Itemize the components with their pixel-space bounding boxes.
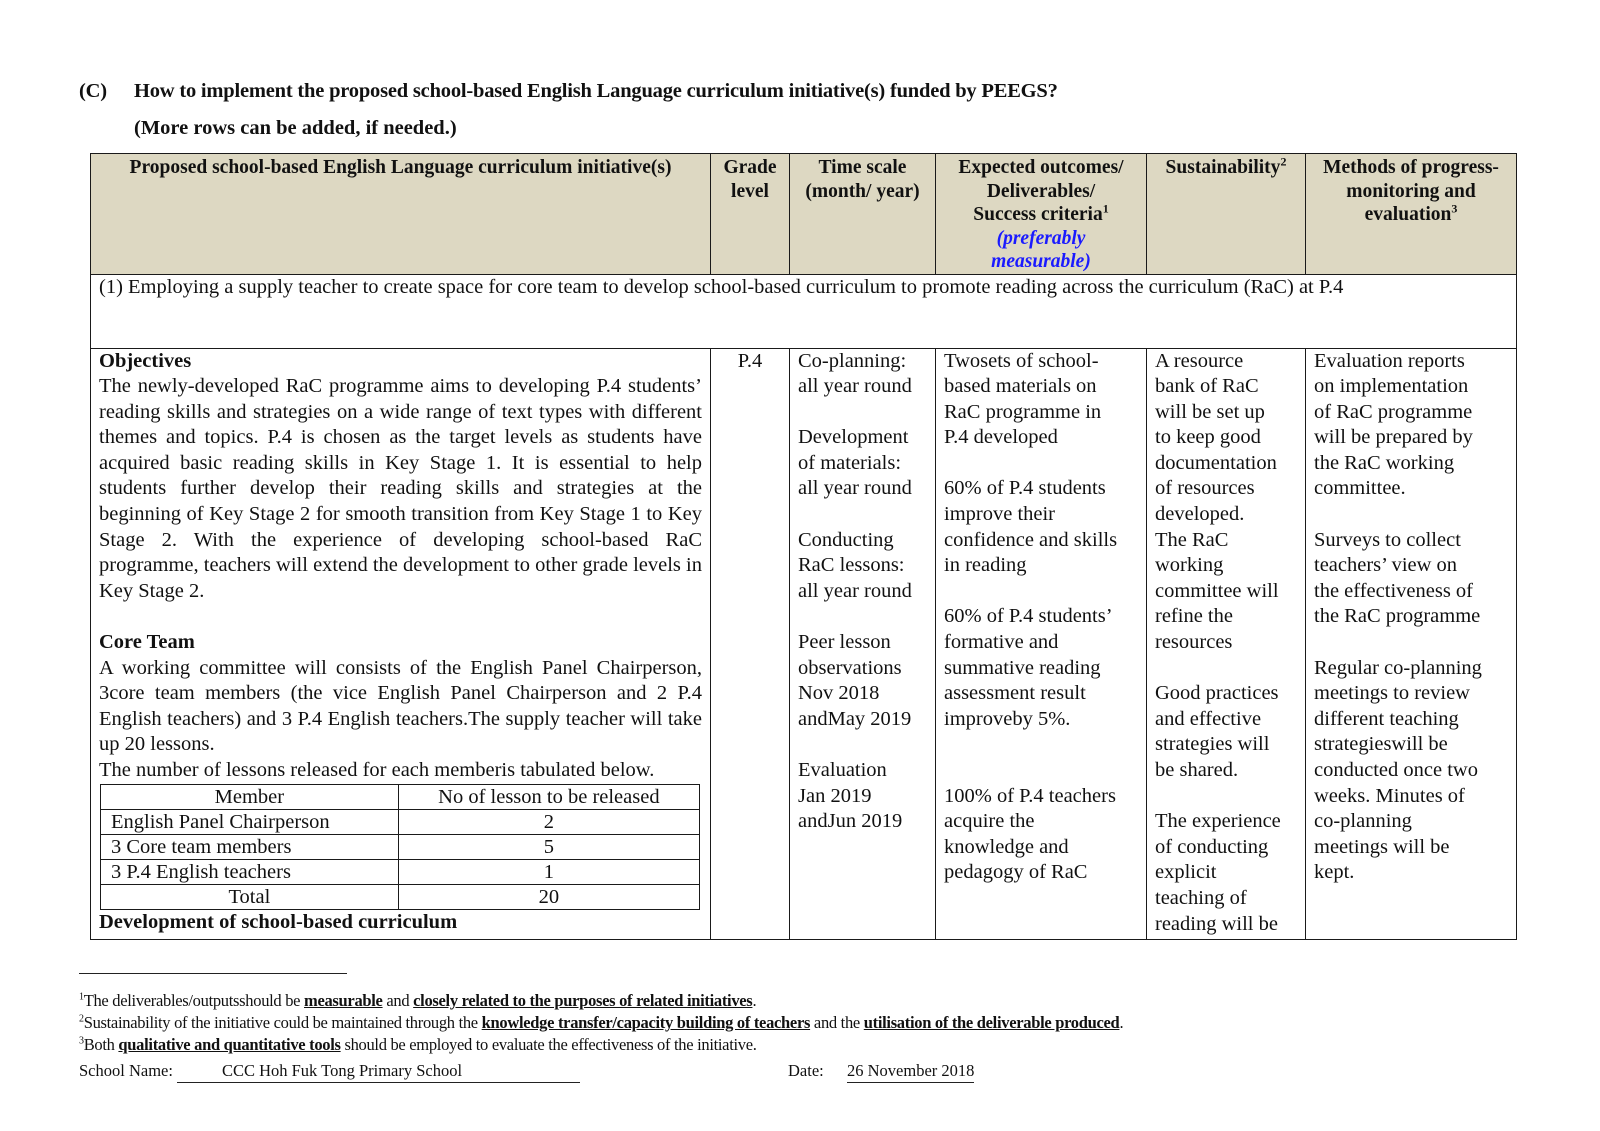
member-name: English Panel Chairperson <box>101 809 399 834</box>
time-scale-cell <box>790 348 936 939</box>
core-team-heading: Core Team <box>99 631 195 654</box>
objectives-heading: Objectives <box>99 349 192 372</box>
school-name-value: CCC Hoh Fuk Tong Primary School <box>177 1060 580 1083</box>
header-methods: Methods of progress- monitoring and evaluation$^3$ <box>1306 154 1517 275</box>
lessons-header-count: No of lesson to be released <box>398 784 699 809</box>
time-item-evaluation: Evaluation Jan 2019 andJun 2019 <box>798 759 903 833</box>
method-item: Regular co-planning meetings to review different teaching strategieswill be conducted once two weeks. Minutes of co-planning meetings will be kept. <box>1314 656 1482 884</box>
outcome-item: 100% of P.4 teachers acquire the knowledge and pedagogy of RaC <box>944 784 1116 884</box>
outcome-item: Twosets of school- based materials on RaC programme in P.4 developed <box>944 349 1102 449</box>
member-name: 3 Core team members <box>101 834 399 859</box>
footnote-ref-1: 1 <box>1102 201 1109 216</box>
lessons-table <box>100 784 700 910</box>
footnote-ref-3: 3 <box>1451 201 1458 216</box>
footnote-1: $^1$The deliverables/outputsshould be measurable and closely related to the purposes of related initiatives. <box>79 991 757 1010</box>
outcomes-cell <box>936 348 1147 939</box>
total-label: Total <box>101 884 399 909</box>
table-row <box>101 859 700 884</box>
lesson-count: 1 <box>398 859 699 884</box>
lessons-intro: The number of lessons released for each memberis tabulated below. <box>99 759 655 781</box>
time-item-lessons: Conducting RaC lessons: all year round <box>798 528 912 602</box>
implementation-table <box>90 153 1517 940</box>
time-item-development: Development of materials: all year round <box>798 426 912 500</box>
outcome-item: 60% of P.4 students improve their confidence and skills in reading <box>944 477 1118 577</box>
sustainability-cell <box>1147 348 1306 939</box>
footnote-2: $^2$Sustainability of the initiative could be maintained through the knowledge transfer/capacity building of teachers and the utilisation of the deliverable produced. <box>79 1013 1124 1032</box>
lesson-count: 5 <box>398 834 699 859</box>
header-sustainability: Sustainability$^2$ <box>1147 154 1306 275</box>
method-item: Surveys to collect teachers’ view on the effectiveness of the RaC programme <box>1314 528 1481 628</box>
objectives-text: The newly-developed RaC programme aims to developing P.4 students’ reading skills and strategies on a wide range of text types with different themes and topics. P.4 is chosen as the target levels as students have acquired basic reading skills in Key Stage 1. It is essential to help students further develop their reading skills and strategies at the beginning of Key Stage 2 for smooth transition from Key Stage 1 to Key Stage 2. With the experience of developing school-based RaC programme, teachers will extend the development to other grade levels in Key Stage 2. <box>99 375 702 602</box>
sustainability-item: A resource bank of RaC will be set up to keep good documentation of resources developed. <box>1155 349 1277 526</box>
time-item-coplanning: Co-planning: all year round <box>798 349 912 398</box>
school-name-label: School Name: <box>79 1061 173 1080</box>
section-title: How to implement the proposed school-based English Language curriculum initiative(s) funded by PEEGS? <box>134 80 1058 102</box>
grade-level-cell: P.4 <box>711 348 790 939</box>
header-expected-outcomes: Expected outcomes/ Deliverables/ Success criteria$^1$ (preferably measurable) <box>936 154 1147 275</box>
sustainability-item: Good practices and effective strategies will be shared. <box>1155 682 1279 781</box>
sustainability-item: The RaC working committee will refine the resources <box>1155 528 1279 654</box>
sustainability-item: The experience of conducting explicit teaching of reading will be <box>1155 810 1281 935</box>
date-label: Date: <box>788 1061 824 1080</box>
initiative-row <box>91 274 1517 348</box>
initiative-title: (1) Employing a supply teacher to create space for core team to develop school-based curriculum to promote reading across the curriculum (RaC) at P.4 <box>91 274 1517 348</box>
lessons-header-member: Member <box>101 784 399 809</box>
table-row <box>101 834 700 859</box>
lessons-header-row <box>101 784 700 809</box>
method-item: Evaluation reports on implementation of RaC programme will be prepared by the RaC working committee. <box>1314 349 1473 500</box>
core-team-text: A working committee will consists of the English Panel Chairperson, 3core team members (the vice English Panel Chairperson and 2 P.4 English teachers) and 3 P.4 English teachers.The supply teacher will take up 20 lessons. <box>99 656 702 756</box>
section-heading <box>79 80 1058 103</box>
outcome-item: 60% of P.4 students’ formative and summative reading assessment result improveby 5%. <box>944 605 1113 730</box>
section-subtitle: (More rows can be added, if needed.) <box>134 117 457 139</box>
school-info-line <box>79 1060 1079 1083</box>
time-item-observations: Peer lesson observations Nov 2018 andMay 2019 <box>798 631 912 730</box>
member-name: 3 P.4 English teachers <box>101 859 399 884</box>
initiative-detail-cell <box>91 348 711 939</box>
measurable-note: (preferably measurable) <box>991 227 1091 272</box>
table-header-row <box>91 154 1517 275</box>
lesson-count: 2 <box>398 809 699 834</box>
methods-cell <box>1306 348 1517 939</box>
lessons-total-row <box>101 884 700 909</box>
footnote-3: $^3$Both qualitative and quantitative tools should be employed to evaluate the effectiveness of the initiative. <box>79 1035 757 1054</box>
footnote-ref-2: 2 <box>1280 154 1287 169</box>
header-time-scale: Time scale (month/ year) <box>790 154 936 275</box>
table-row <box>101 809 700 834</box>
header-initiative: Proposed school-based English Language curriculum initiative(s) <box>91 154 711 275</box>
section-label: (C) <box>79 80 107 102</box>
footnote-divider <box>79 973 347 974</box>
initiative-detail-row <box>91 348 1517 939</box>
header-grade-level: Grade level <box>711 154 790 275</box>
total-value: 20 <box>398 884 699 909</box>
development-heading: Development of school-based curriculum <box>99 910 458 933</box>
footnotes <box>79 990 1379 1056</box>
date-value: 26 November 2018 <box>847 1060 974 1083</box>
